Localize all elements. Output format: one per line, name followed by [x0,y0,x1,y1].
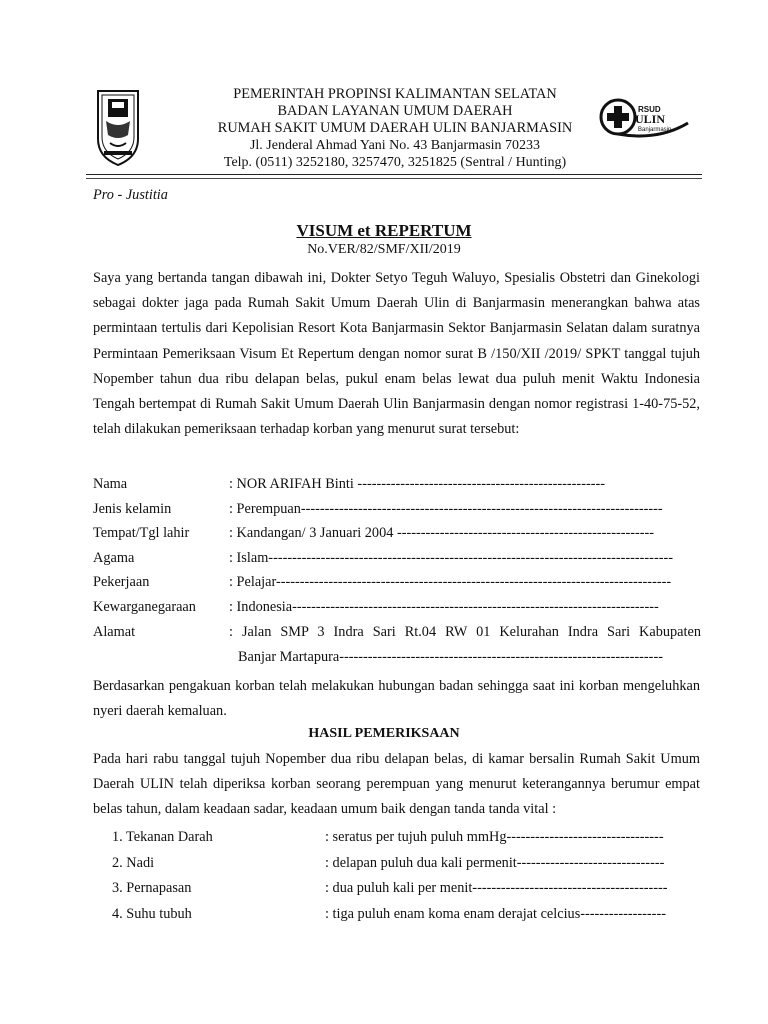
letterhead-divider [86,174,702,175]
vital-label: 3. Pernapasan [112,880,192,897]
letterhead-government: PEMERINTAH PROPINSI KALIMANTAN SELATAN [233,86,557,102]
letterhead-divider-thin [86,178,702,179]
address-line-1: : Jalan SMP 3 Indra Sari Rt.04 RW 01 Kelurahan Indra Sari Kabupaten [229,623,701,640]
field-value: : Indonesia----------------------------------------------------------------------------- [229,598,659,615]
field-label: Nama [93,476,128,492]
document-title: VISUM et REPERTUM [296,221,472,240]
field-label: Kewarganegaraan [93,598,196,615]
vital-label: 2. Nadi [112,854,155,871]
field-row-gender [93,497,701,522]
letterhead [180,86,610,171]
field-row-name [93,472,701,497]
logo-ulin-text: ULIN [635,112,666,126]
vital-row-blood-pressure [112,825,702,851]
vital-row-respiration [112,876,702,902]
pro-justitia-label: Pro - Justitia [93,187,168,203]
field-label: Alamat [93,623,136,640]
field-label: Agama [93,549,135,566]
field-label: Jenis kelamin [93,500,172,517]
vital-row-pulse [112,851,702,877]
vital-row-temperature [112,902,702,928]
vital-value: : tiga puluh enam koma enam derajat celcius------------------ [325,906,666,923]
address-line-2: Banjar Martapura-------------------------------------------------------------------- [238,648,663,665]
field-value: : NOR ARIFAH Binti ---------------------------------------------------- [229,476,605,492]
document-number: No.VER/82/SMF/XII/2019 [307,242,461,257]
examination-paragraph-text: Pada hari rabu tanggal tujuh Nopember dua ribu delapan belas, di kamar bersalin Rumah Sakit Umum Daerah ULIN telah diperiksa korban seorang perempuan yang menurut keterangannya berumur empat belas tahun, dalam keadaan sadar, keadaan umum baik dengan tanda tanda vital : [93,751,700,818]
field-row-nationality [93,595,701,620]
logo-rsud-text: RSUD [638,105,661,114]
field-row-occupation [93,570,701,595]
field-label: Pekerjaan [93,574,150,591]
rsud-ulin-logo [598,93,694,141]
field-value: : Islam------------------------------------------------------------------------------------- [229,549,673,566]
vital-label: 4. Suhu tubuh [112,906,192,923]
vital-signs-list [112,825,702,928]
complaint-paragraph-text: Berdasarkan pengakuan korban telah melakukan hubungan badan sehingga saat ini korban mengeluhkan nyeri daerah kemaluan. [93,678,700,720]
letterhead-address: Jl. Jenderal Ahmad Yani No. 43 Banjarmasin 70233 [249,138,541,153]
logo-banjarmasin-text: Banjarmasin [638,127,672,133]
letterhead-phone: Telp. (0511) 3252180, 3257470, 3251825 (Sentral / Hunting) [223,155,567,170]
victim-identity-list [93,472,701,672]
complaint-paragraph [93,674,700,724]
field-value: : Kandangan/ 3 Januari 2004 ------------------------------------------------------ [229,525,655,542]
vital-label: 1. Tekanan Darah [112,829,213,845]
examination-paragraph [93,747,700,823]
vital-value: : delapan puluh dua kali permenit------------------------------- [325,854,665,871]
intro-paragraph-text: Saya yang bertanda tangan dibawah ini, Dokter Setyo Teguh Waluyo, Spesialis Obstetri dan Ginekologi sebagai dokter jaga pada Rumah Sakit Umum Daerah Ulin di Banjarmasin menerangkan bahwa atas permintaan tertulis dari Kepolisian Resort Kota Banjarmasin Sektor Banjarmasin Selatan dalam suratnya Permintaan Pemeriksaan Visum Et Repertum dengan nomor surat B /150/XII /2019/ SPKT tanggal tujuh Nopember tahun dua ribu delapan belas, pukul enam belas lewat dua puluh menit Waktu Indonesia Tengah bertempat di Rumah Sakit Umum Daerah Ulin Banjarmasin dengan nomor registrasi 1-40-75-52, telah dilakukan pemeriksaan terhadap korban yang menurut surat tersebut: [93,270,700,438]
letterhead-hospital-name: RUMAH SAKIT UMUM DAERAH ULIN BANJARMASIN [217,120,573,136]
field-row-address [93,620,701,672]
section-heading: HASIL PEMERIKSAAN [308,726,460,741]
field-row-religion [93,546,701,571]
field-value-address [229,620,701,670]
vital-value: : seratus per tujuh puluh mmHg--------------------------------- [325,829,664,845]
field-row-birth [93,521,701,546]
field-value: : Pelajar----------------------------------------------------------------------------------- [229,574,672,591]
field-label: Tempat/Tgl lahir [93,525,190,542]
coat-of-arms-logo [94,87,142,167]
field-value: : Perempuan---------------------------------------------------------------------------- [229,500,663,517]
vital-value: : dua puluh kali per menit----------------------------------------- [325,880,668,897]
intro-paragraph [93,266,700,442]
letterhead-agency: BADAN LAYANAN UMUM DAERAH [277,103,513,119]
